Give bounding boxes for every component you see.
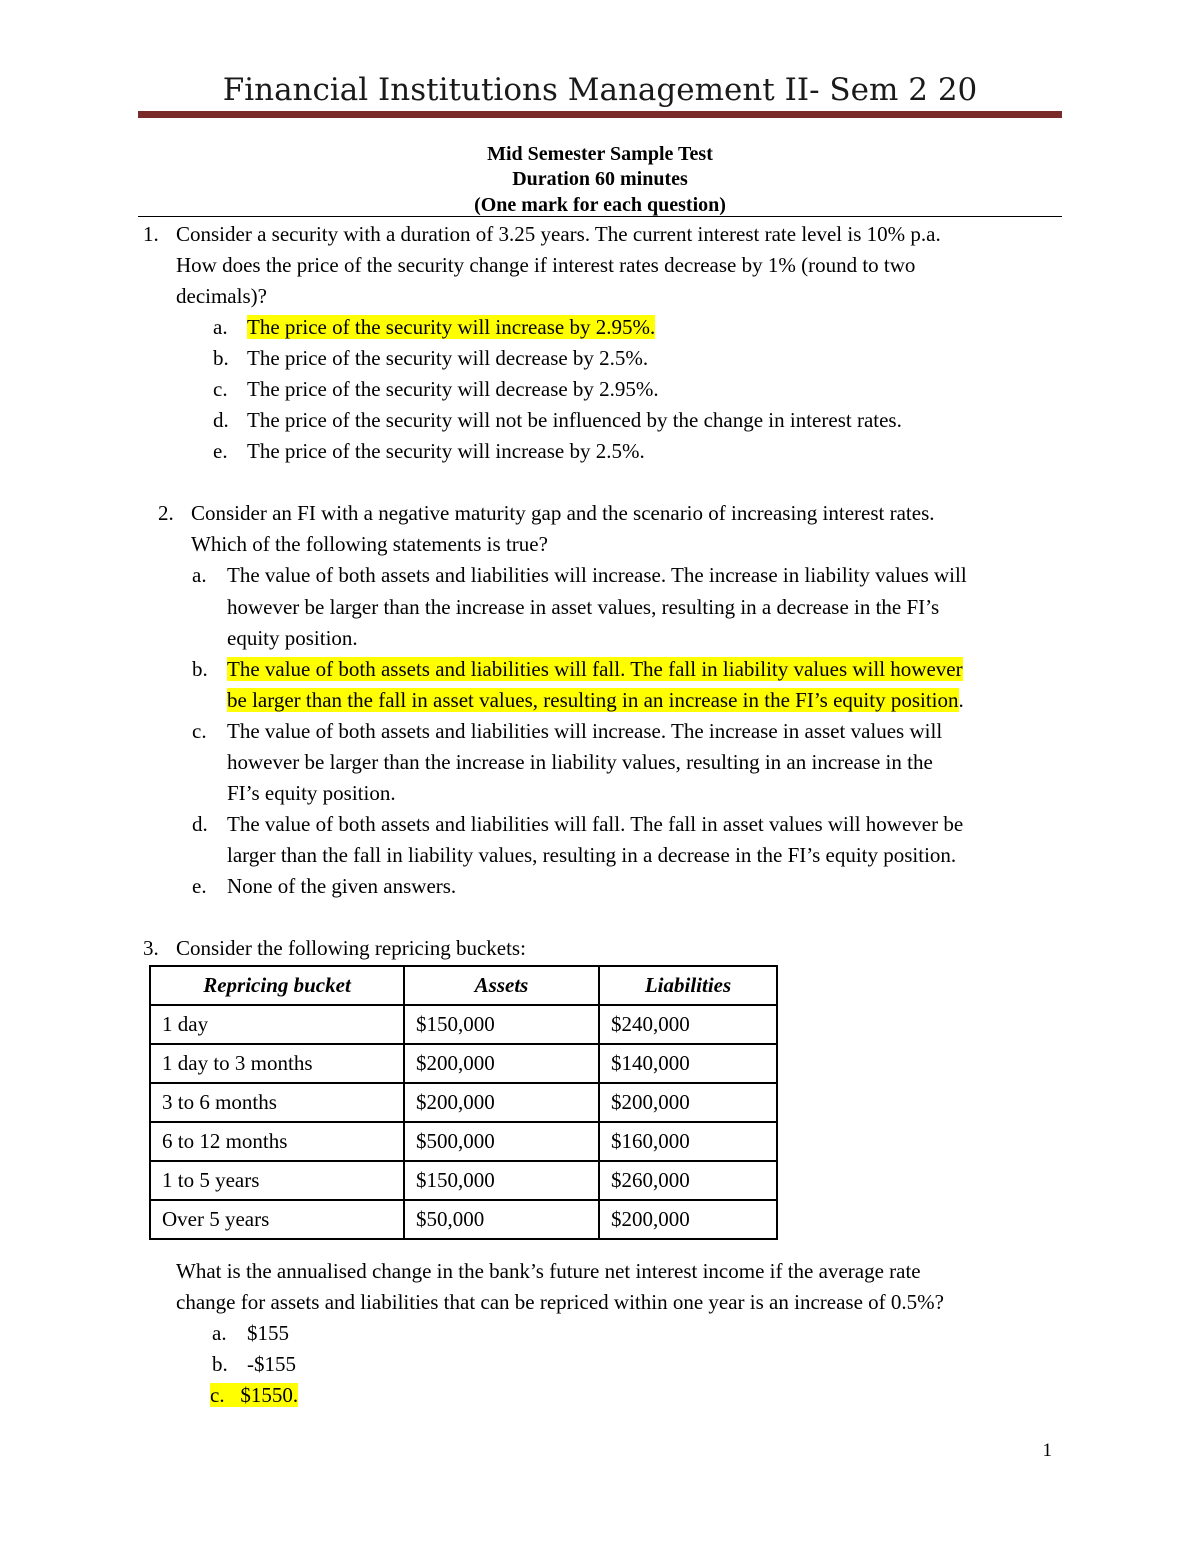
q3-number: 3. — [143, 936, 159, 960]
q3-prompt-line1: What is the annualised change in the bank’s future net interest income if the average rate — [176, 1259, 921, 1283]
q2-option-c-line3: FI’s equity position. — [227, 781, 396, 805]
q3-option-a-label: a. — [212, 1321, 227, 1345]
q1-number: 1. — [143, 222, 159, 246]
table-row — [150, 1161, 777, 1200]
table-cell: 1 to 5 years — [150, 1161, 404, 1200]
q2-option-d-label: d. — [192, 812, 208, 836]
q1-option-a-label: a. — [213, 315, 228, 339]
table-row — [150, 1122, 777, 1161]
q3-text-line1: Consider the following repricing buckets: — [176, 936, 526, 960]
q2-text-line2: Which of the following statements is true? — [191, 532, 548, 556]
q3-option-c-text: $1550. — [240, 1383, 299, 1407]
q2-option-a-line2: however be larger than the increase in asset values, resulting in a decrease in the FI’s — [227, 595, 940, 619]
table-cell: $150,000 — [404, 1005, 599, 1044]
table-row — [150, 1044, 777, 1083]
table-cell: $240,000 — [599, 1005, 777, 1044]
q1-option-c-label: c. — [213, 377, 228, 401]
q2-option-a-label: a. — [192, 563, 207, 587]
q2-option-e-label: e. — [192, 874, 207, 898]
q1-option-b: The price of the security will decrease by 2.5%. — [247, 346, 649, 370]
q2-option-e: None of the given answers. — [227, 874, 457, 898]
q1-text-line2: How does the price of the security change if interest rates decrease by 1% (round to two — [176, 253, 916, 277]
q3-option-b: -$155 — [247, 1352, 296, 1376]
header-divider — [138, 216, 1062, 217]
q1-option-a — [247, 314, 655, 340]
table-cell: $260,000 — [599, 1161, 777, 1200]
q1-option-b-label: b. — [213, 346, 229, 370]
table-cell: 6 to 12 months — [150, 1122, 404, 1161]
q2-option-d-line2: larger than the fall in liability values, resulting in a decrease in the FI’s equity position. — [227, 843, 957, 867]
q1-option-e-label: e. — [213, 439, 228, 463]
q2-text-line1: Consider an FI with a negative maturity gap and the scenario of increasing interest rates. — [191, 501, 935, 525]
table-cell: $200,000 — [599, 1083, 777, 1122]
table-header-liabilities: Liabilities — [599, 966, 777, 1005]
table-cell: $150,000 — [404, 1161, 599, 1200]
q2-option-a-line3: equity position. — [227, 626, 358, 650]
q1-option-d: The price of the security will not be influenced by the change in interest rates. — [247, 408, 902, 432]
q1-option-d-label: d. — [213, 408, 229, 432]
table-cell: $200,000 — [404, 1044, 599, 1083]
table-cell: $500,000 — [404, 1122, 599, 1161]
table-header-bucket: Repricing bucket — [150, 966, 404, 1005]
q2-number: 2. — [158, 501, 174, 525]
q2-option-b-text1: The value of both assets and liabilities will fall. The fall in liability values will however — [227, 657, 963, 681]
table-cell: $160,000 — [599, 1122, 777, 1161]
q2-option-c-line2: however be larger than the increase in liability values, resulting in an increase in the — [227, 750, 933, 774]
q2-option-a-line1: The value of both assets and liabilities will increase. The increase in liability values will — [227, 563, 967, 587]
q2-option-b-period: . — [958, 688, 964, 712]
q3-option-c-label: c. — [210, 1383, 225, 1407]
table-cell: $140,000 — [599, 1044, 777, 1083]
q2-option-d-line1: The value of both assets and liabilities will fall. The fall in asset values will however be — [227, 812, 964, 836]
test-name: Mid Semester Sample Test — [487, 143, 713, 165]
repricing-table — [149, 965, 778, 1240]
page-number: 1 — [1042, 1440, 1052, 1461]
table-cell: $200,000 — [404, 1083, 599, 1122]
q1-text-line1: Consider a security with a duration of 3.25 years. The current interest rate level is 10% p.a. — [176, 222, 941, 246]
table-header-assets: Assets — [404, 966, 599, 1005]
page-title: Financial Institutions Management II- Sem 2 20 — [222, 72, 978, 108]
table-header-row — [150, 966, 777, 1005]
q3-option-b-label: b. — [212, 1352, 228, 1376]
q2-option-c-line1: The value of both assets and liabilities will increase. The increase in asset values will — [227, 719, 943, 743]
q1-text-line3: decimals)? — [176, 284, 267, 308]
table-row — [150, 1083, 777, 1122]
q1-option-e: The price of the security will increase by 2.5%. — [247, 439, 645, 463]
q2-option-c-label: c. — [192, 719, 207, 743]
q2-option-b-line2 — [227, 687, 964, 713]
table-cell: $200,000 — [599, 1200, 777, 1239]
duration: Duration 60 minutes — [512, 168, 688, 190]
q3-option-a: $155 — [247, 1321, 289, 1345]
table-cell: 1 day to 3 months — [150, 1044, 404, 1083]
q1-option-c: The price of the security will decrease by 2.95%. — [247, 377, 659, 401]
table-row — [150, 1200, 777, 1239]
q2-option-b-text2: be larger than the fall in asset values, resulting in an increase in the FI’s equity position — [227, 688, 959, 712]
title-rule — [138, 111, 1062, 118]
marking-note: (One mark for each question) — [474, 194, 726, 216]
q3-option-c — [210, 1382, 298, 1408]
table-cell: 1 day — [150, 1005, 404, 1044]
table-cell: 3 to 6 months — [150, 1083, 404, 1122]
table-cell: Over 5 years — [150, 1200, 404, 1239]
q2-option-b-line1 — [227, 656, 963, 682]
q2-option-b-label: b. — [192, 657, 208, 681]
table-cell: $50,000 — [404, 1200, 599, 1239]
table-row — [150, 1005, 777, 1044]
q1-option-a-text: The price of the security will increase by 2.95%. — [247, 315, 656, 339]
q3-prompt-line2: change for assets and liabilities that can be repriced within one year is an increase of 0.5%? — [176, 1290, 944, 1314]
